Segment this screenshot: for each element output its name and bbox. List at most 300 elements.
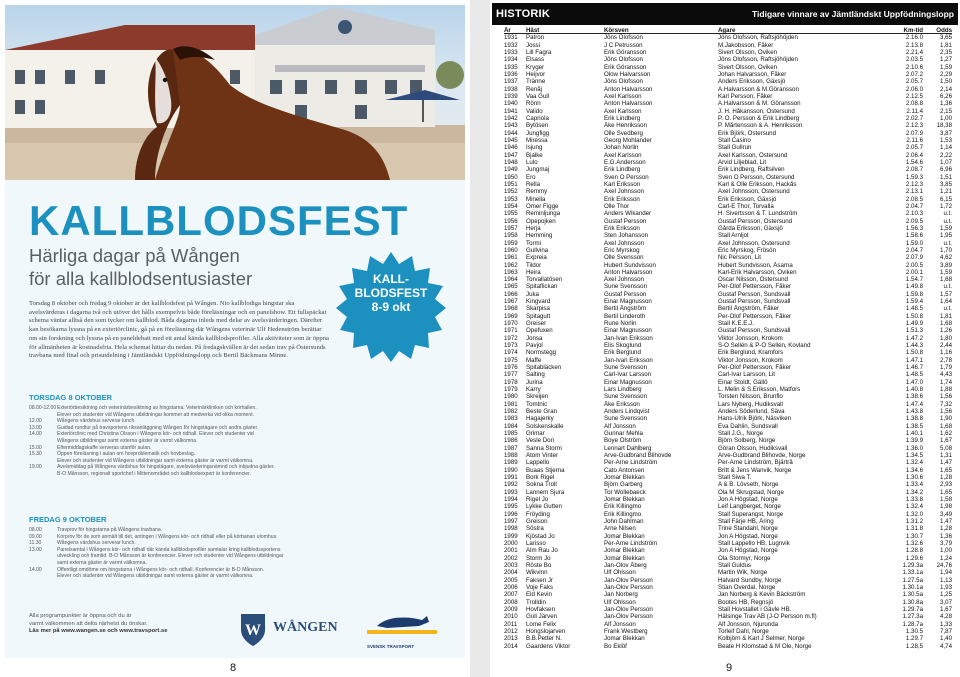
cell-owner: Arve-Gudbrand Blihovde, Norge — [718, 452, 806, 460]
cell-odds: 1,70 — [940, 246, 952, 254]
cell-odds: 1,33 — [940, 620, 952, 628]
cell-driver: Jan-Olov Åberg — [604, 561, 647, 569]
cell-driver: E.G.Andersson — [604, 158, 646, 166]
cell-owner: Beate H Klomstad & M Ole, Norge — [718, 642, 812, 650]
cell-odds: 1,27 — [940, 56, 952, 64]
cell-horse: Jonsa — [526, 334, 543, 342]
svg-text:W: W — [245, 622, 261, 639]
cell-horse: Spitaflickan — [526, 283, 558, 291]
cell-kmtime: 2.12.5 — [905, 92, 923, 100]
cell-year: 1953 — [504, 195, 518, 203]
cell-kmtime: 2.11.4 — [906, 107, 923, 115]
cell-year: 1960 — [504, 246, 518, 254]
cell-driver: Jöns Olofsson — [604, 78, 643, 86]
cell-owner: Stall Hovstallet i Gävle HB. — [718, 605, 792, 613]
cell-odds: 1,72 — [940, 202, 952, 210]
table-row — [504, 635, 952, 642]
cell-year: 1950 — [504, 173, 518, 181]
schedule-description: Wångens utbildningar samt externa gäster är varmt välkomna. — [57, 437, 198, 444]
cell-owner: Karl-Erik Halvarsson, Oviken — [718, 268, 797, 276]
cell-kmtime: 1.48.5 — [905, 371, 923, 379]
table-row — [504, 130, 952, 137]
cell-year: 2001 — [504, 547, 518, 555]
cell-kmtime: 1.39.9 — [905, 437, 923, 445]
thursday-heading: TORSDAG 8 OKTOBER — [29, 393, 113, 402]
cell-owner: Carl-E Thor, Torvalla — [718, 202, 774, 210]
cell-kmtime: 2.00.1 — [905, 268, 923, 276]
cell-horse: Jurina — [526, 378, 543, 386]
cell-horse: Herja — [526, 224, 541, 232]
cell-owner: Jon A Högstad, Norge — [718, 496, 778, 503]
cell-kmtime: 2.05.7 — [905, 144, 923, 152]
schedule-description: Elever och studenter vid Wångens utbildningar samt externa gäster är varmt välkomna. — [57, 573, 254, 580]
cell-horse: Skarpisa — [526, 305, 550, 313]
cell-year: 1940 — [504, 100, 518, 108]
cell-owner: Jöns Olofsson, Raftsjöhöjden — [718, 56, 798, 64]
table-row — [504, 503, 952, 510]
schedule-time: 08.00 — [29, 527, 42, 533]
cell-owner: Eva Dahlin, Sundsvall — [718, 422, 778, 430]
cell-horse: Faksen Jr — [526, 576, 553, 584]
cell-driver: Jöns Olofsson — [604, 56, 643, 64]
col-header-driver: Körsven — [604, 27, 629, 34]
cell-year: 2012 — [504, 627, 518, 635]
cell-odds: 1,26 — [940, 327, 952, 335]
cell-driver: Åke Eriksson — [604, 400, 640, 408]
cell-owner: H. Sivertsson & T. Lundström — [718, 210, 798, 218]
cell-kmtime: 2.08.8 — [905, 100, 923, 108]
cell-driver: Björn Garberg — [604, 481, 643, 489]
schedule-item — [29, 464, 329, 471]
table-row — [504, 474, 952, 481]
cell-driver: Sune Svensson — [604, 393, 648, 401]
cell-driver: Gunnar Mehla — [604, 430, 643, 438]
history-label: HISTORIK — [496, 8, 550, 20]
cell-owner: Stall K.E.E.J. — [718, 320, 754, 328]
cell-year: 1938 — [504, 85, 518, 93]
cell-horse: Sanna Storm — [526, 444, 562, 452]
cell-odds: 1,79 — [940, 364, 952, 372]
cell-driver: Bo Eklöf — [604, 642, 627, 650]
cell-kmtime: 1.29.6 — [905, 554, 923, 562]
table-row — [504, 203, 952, 210]
table-row — [504, 196, 952, 203]
history-subtitle: Tidigare vinnare av Jämtländskt Uppfödningslopp — [752, 9, 954, 19]
cell-horse: Röste Bo — [526, 561, 552, 569]
table-row — [504, 320, 952, 327]
table-row — [504, 108, 952, 115]
cell-horse: Minella — [526, 195, 546, 203]
table-row — [504, 628, 952, 635]
cell-driver: Jan Norberg — [604, 591, 638, 599]
cell-owner: Per-Olof Pettersson, Fåker — [718, 312, 792, 320]
table-row — [504, 584, 952, 591]
cell-horse: Tildor — [526, 261, 542, 269]
cell-odds: 1,93 — [940, 583, 952, 591]
cell-year: 1991 — [504, 474, 518, 482]
cell-owner: A & B. Lövseth, Norge — [718, 481, 779, 489]
cell-year: 1980 — [504, 393, 518, 401]
cell-horse: Elsass — [526, 56, 545, 64]
cell-kmtime: 1.32.4 — [905, 503, 923, 511]
cell-year: 2004 — [504, 569, 518, 577]
cell-year: 1943 — [504, 122, 518, 130]
cell-year: 1965 — [504, 283, 518, 291]
cell-year: 1948 — [504, 158, 518, 166]
cell-owner: Torleif Dahl, Norge — [718, 627, 769, 635]
cell-owner: Sivert Olsson, Oviken — [718, 63, 778, 71]
schedule-item — [29, 438, 329, 445]
cell-driver: Jöns Olofsson — [604, 34, 643, 42]
cell-driver: Erik Eriksson — [604, 224, 640, 232]
cell-owner: Carl-Ivar Larsson, Lit — [718, 371, 775, 379]
cell-driver: Gustaf Persson — [604, 217, 647, 225]
schedule-time: 13.00 — [29, 424, 42, 431]
cell-kmtime: 1.30.6 — [905, 474, 923, 482]
cell-year: 1987 — [504, 444, 518, 452]
schedule-item — [29, 418, 329, 425]
cell-kmtime: 1.34.5 — [905, 452, 923, 460]
cell-kmtime: 2.06.4 — [905, 151, 923, 159]
schedule-item — [29, 553, 329, 560]
cell-horse: Rönn — [526, 100, 541, 108]
cell-horse: Opepojken — [526, 217, 556, 225]
schedule-time: 15.00 — [29, 444, 42, 451]
cell-driver: Erik Killingmo — [604, 503, 642, 511]
table-row — [504, 606, 952, 613]
cell-kmtime: 2.09.5 — [905, 217, 923, 225]
cell-horse: Solskenskalle — [526, 422, 564, 430]
table-row — [504, 599, 952, 606]
cell-odds: 1,59 — [940, 268, 952, 276]
schedule-description: Panelsamtal i Wångens kör- och ridhall där kända kallblodsprofiler samtalar kring kallblodssportens — [57, 546, 281, 553]
table-row — [504, 42, 952, 49]
cell-odds: 3,65 — [940, 34, 952, 42]
cell-owner: Sivert Olsson, Oviken — [718, 48, 778, 56]
table-row — [504, 379, 952, 386]
schedule-time — [29, 458, 57, 465]
cell-horse: Vesle Don — [526, 437, 554, 445]
cell-kmtime: 1.47.4 — [905, 400, 923, 408]
cell-driver: Hubert Sundvisson — [604, 261, 656, 269]
cell-kmtime: 1.30.1a — [902, 583, 923, 591]
schedule-time: 13.00 — [29, 546, 42, 553]
travsport-wordmark: SVENSK TRAVSPORT — [367, 644, 415, 649]
table-row — [504, 525, 952, 532]
cell-kmtime: 2.12.3 — [905, 180, 923, 188]
table-row — [504, 137, 952, 144]
cell-kmtime: 1.30.8a — [902, 598, 923, 606]
cell-year: 1941 — [504, 107, 518, 115]
page-number-left: 8 — [230, 662, 237, 674]
cell-driver: Lars Lindberg — [604, 386, 642, 394]
cell-horse: Juka — [526, 290, 539, 298]
cell-owner: Gustaf Persson, Östersund — [718, 217, 793, 225]
table-row — [504, 100, 952, 107]
cell-horse: Patron — [526, 34, 545, 42]
cell-driver: Einar Magnusson — [604, 378, 652, 386]
cell-year: 1972 — [504, 334, 518, 342]
schedule-time: 15.30 — [29, 451, 42, 458]
cell-odds: 2,44 — [940, 342, 952, 350]
cell-odds: 1,62 — [940, 430, 952, 438]
cell-kmtime: 1.28,5 — [905, 642, 923, 650]
cell-odds: 6,26 — [940, 92, 952, 100]
cell-owner: Arvid Liljeblad, Lit — [718, 158, 767, 166]
cell-odds: 1,28 — [940, 525, 952, 533]
cell-year: 1994 — [504, 496, 518, 503]
event-poster — [5, 180, 465, 658]
stable-horse-photo — [5, 5, 465, 180]
cell-year: 2014 — [504, 642, 518, 650]
cell-kmtime: 1.48.5 — [905, 305, 923, 313]
table-row — [504, 386, 952, 393]
cell-odds: 1,67 — [940, 605, 952, 613]
cell-horse: Rigel Jo — [526, 496, 549, 503]
badge-line-2: BLODSFEST — [354, 286, 428, 300]
cell-kmtime: 1.27.3a — [902, 613, 923, 621]
cell-odds: 2,22 — [940, 151, 952, 159]
cell-owner: Stall Casino — [718, 136, 751, 144]
cell-horse: Sokna Troll — [526, 481, 557, 489]
cell-kmtime: 1.40.1 — [905, 430, 923, 438]
cell-owner: Stall Gullrun — [718, 144, 752, 152]
cell-odds: 1,94 — [940, 569, 952, 577]
cell-odds: 1,68 — [940, 422, 952, 430]
cell-odds: 1,88 — [940, 386, 952, 394]
cell-driver: Erik Lindberg — [604, 166, 641, 174]
cell-odds: 1,50 — [940, 78, 952, 86]
cell-driver: Einar Magnusson — [604, 298, 652, 306]
cell-odds: u.t. — [943, 283, 952, 291]
cell-driver: Axel Johnsson — [604, 239, 644, 247]
cell-driver: Gustaf Persson — [604, 290, 647, 298]
cell-driver: Boye Ölström — [604, 437, 642, 445]
table-row — [504, 262, 952, 269]
table-row — [504, 562, 952, 569]
cell-year: 1990 — [504, 466, 518, 474]
cell-owner: Anders Eriksson, Gäxsjö — [718, 78, 786, 86]
cell-horse: Hovfaksen — [526, 605, 556, 613]
photo-illustration — [5, 5, 465, 180]
col-header-kmtime: Km-tid — [903, 27, 923, 34]
cell-horse: Voje Faks — [526, 583, 553, 591]
cell-kmtime: 2.16.0 — [905, 34, 923, 42]
cell-kmtime: 2.08.5 — [905, 195, 923, 203]
table-row — [504, 467, 952, 474]
cell-horse: Greison — [526, 517, 548, 525]
cell-year: 1970 — [504, 320, 518, 328]
cell-owner: Oscar Nilsson, Östersund — [718, 276, 788, 284]
cell-kmtime: 2.06.0 — [905, 85, 923, 93]
cell-year: 1967 — [504, 298, 518, 306]
cell-year: 1993 — [504, 488, 518, 496]
cell-owner: Axel Johnsson, Östersund — [718, 188, 790, 196]
table-row — [504, 254, 952, 261]
cell-kmtime: 1.51.3 — [905, 327, 923, 335]
cell-owner: Trine Standahl, Norge — [718, 525, 778, 533]
cell-year: 2003 — [504, 561, 518, 569]
cell-year: 1937 — [504, 78, 518, 86]
cell-owner: Jon A Högstad, Norge — [718, 547, 778, 555]
cell-odds: 2,15 — [940, 107, 952, 115]
cell-year: 1936 — [504, 70, 518, 78]
cell-year: 1995 — [504, 503, 518, 511]
schedule-item — [29, 527, 329, 534]
cell-year: 2007 — [504, 591, 518, 599]
cell-kmtime: 2.00.5 — [905, 261, 923, 269]
cell-year: 1955 — [504, 210, 518, 218]
table-row — [504, 511, 952, 518]
cell-year: 1959 — [504, 239, 518, 247]
schedule-description: Eftermiddagskaffe serveras utanför aulan. — [57, 444, 152, 451]
cell-driver: Lennart Dahlberg — [604, 444, 652, 452]
cell-owner: Bertil Ångström, Fåker — [718, 305, 780, 313]
cell-year: 1978 — [504, 378, 518, 386]
table-row — [504, 298, 952, 305]
cell-horse: Lannem Sjura — [526, 488, 565, 496]
schedule-time: 14.00 — [29, 566, 42, 573]
cell-odds: 1,47 — [940, 517, 952, 525]
cell-driver: Johan Norlin — [604, 144, 639, 152]
cell-odds: 1,36 — [940, 532, 952, 540]
travsport-logo — [367, 612, 447, 648]
cell-odds: 1,25 — [940, 591, 952, 599]
cell-odds: 2,35 — [940, 48, 952, 56]
cell-horse: Maffe — [526, 356, 542, 364]
table-row — [504, 225, 952, 232]
cell-owner: Karl & Olle Eriksson, Hackås — [718, 180, 797, 188]
cell-odds: 1,16 — [940, 349, 952, 357]
cell-odds: 1,90 — [940, 415, 952, 423]
table-row — [504, 591, 952, 598]
cell-odds: 3,87 — [940, 129, 952, 137]
cell-year: 2008 — [504, 598, 518, 606]
cell-kmtime: 1.31.2 — [905, 517, 923, 525]
cell-kmtime: 2.07.9 — [905, 129, 923, 137]
table-row — [504, 269, 952, 276]
cell-driver: Anton Halvarsson — [604, 268, 653, 276]
cell-driver: Erik Eriksson — [604, 195, 640, 203]
schedule-item — [29, 451, 329, 458]
cell-driver: Anders Lindqvist — [604, 408, 650, 416]
cell-kmtime: 2.11.6 — [906, 136, 923, 144]
table-row — [504, 518, 952, 525]
schedule-item — [29, 560, 329, 567]
cell-kmtime: 1.50.8 — [905, 312, 923, 320]
schedule-description: Elever och studenter vid Wångens utbildningar samt externa gäster är varmt välkomna. — [57, 457, 254, 464]
cell-kmtime: 2.10.3 — [905, 210, 923, 218]
cell-owner: Axel Johnsson, Östersund — [718, 239, 790, 247]
cell-horse: Remmy — [526, 188, 548, 196]
cell-year: 1977 — [504, 371, 518, 379]
cell-owner: J. H. Håkansson, Östersund — [718, 107, 795, 115]
table-row — [504, 459, 952, 466]
intro-paragraph: Torsdag 8 oktober och fredag 9 oktober är det kallblodsfest på Wången. Nio kallblodiga hingstar ska avelsvärderas i dagarna två och utöver det hålls exempelvis både föreläsningar och en panelshow. Ett fullspäckat schema väntar alltså den som tycker om kallblod. Båda dagarna inleds med delar av avelsvärderingen. Därefter kan besökarna lyssna på en exteriörclinic, gå på en föreläsning där Wångens veterinär Ulf Hedenström berättar om sin forskning och lyssna på en paneldebatt med ett antal kända kallblodsprofiler. Alla aktiviteter som är öppna för allmänheten är kostnadsfria. Hela schemat hittar du nedan. På fredagskvällen är det sedan trav på Östersunds travbana med final och prisutdelning i Jämtländskt Uppfödningslopp och Bertil Bäckmans Minne. — [29, 300, 329, 360]
cell-kmtime: 1.30.5a — [902, 591, 923, 599]
schedule-time — [29, 573, 57, 580]
table-row — [504, 49, 952, 56]
cell-kmtime: 1.38.8 — [905, 415, 923, 423]
cell-horse: Vaa Gull — [526, 92, 550, 100]
schedule-time: 19.00 — [29, 464, 42, 471]
cell-horse: Valido — [526, 107, 543, 115]
table-row — [504, 481, 952, 488]
cell-year: 1998 — [504, 525, 518, 533]
cell-driver: Sten Johansson — [604, 232, 649, 240]
cell-driver: Rune Norlin — [604, 320, 637, 328]
cell-owner: Björn Solberg, Norge — [718, 437, 776, 445]
cell-driver: Jan-Ivan Eriksson — [604, 356, 653, 364]
cell-horse: Lulo — [526, 158, 538, 166]
cell-horse: Lome Felix — [526, 620, 557, 628]
table-row — [504, 452, 952, 459]
cell-kmtime: 1.49.9 — [905, 320, 923, 328]
cell-driver: Erik Göransson — [604, 48, 647, 56]
cell-kmtime: 1.33.1a — [902, 569, 923, 577]
cell-odds: 4,43 — [940, 371, 952, 379]
cell-owner: Stall Lappello HB, Lugnvik — [718, 539, 790, 547]
cell-year: 1968 — [504, 305, 518, 313]
cell-owner: P. O. Persson & Erik Lindberg — [718, 114, 800, 122]
cell-owner: L. Melin & S.Eriksson, Matfors — [718, 386, 801, 394]
cell-kmtime: 2.21.4 — [905, 48, 923, 56]
cell-horse: Hagajerky — [526, 415, 554, 423]
cell-horse: Rella — [526, 180, 540, 188]
cell-year: 1945 — [504, 136, 518, 144]
table-row — [504, 159, 952, 166]
winners-table — [504, 27, 952, 650]
cell-odds: 1,00 — [940, 547, 952, 555]
left-page — [0, 0, 470, 677]
page-number-right: 9 — [726, 662, 733, 674]
table-row — [504, 327, 952, 334]
cell-year: 1954 — [504, 202, 518, 210]
cell-odds: 1,74 — [940, 378, 952, 386]
cell-kmtime: 2.08.7 — [905, 166, 923, 174]
cell-year: 1999 — [504, 532, 518, 540]
cell-horse: Greiser — [526, 320, 547, 328]
cell-year: 1985 — [504, 430, 518, 438]
cell-horse: Tränne — [526, 78, 546, 86]
cell-year: 1964 — [504, 276, 518, 284]
cell-horse: Tormi — [526, 239, 542, 247]
cell-horse: Miressa — [526, 136, 548, 144]
cell-driver: Carl-Ivar Larsson — [604, 371, 652, 379]
table-row — [504, 174, 952, 181]
cell-kmtime: 2.13.8 — [905, 41, 923, 49]
cell-year: 1961 — [504, 254, 518, 262]
cell-odds: 1,07 — [940, 158, 952, 166]
cell-kmtime: 1.28.7a — [902, 620, 923, 628]
cell-driver: Erik Lindberg — [604, 114, 641, 122]
cell-horse: Skreijen — [526, 393, 549, 401]
cell-odds: 1,36 — [940, 100, 952, 108]
cell-driver: Per-Arne Lindström — [604, 459, 658, 467]
cell-kmtime: 1.32.4 — [905, 459, 923, 467]
cell-year: 1947 — [504, 151, 518, 159]
cell-odds: 3,89 — [940, 261, 952, 269]
cell-year: 2006 — [504, 583, 518, 591]
schedule-time — [29, 438, 57, 445]
cell-year: 1983 — [504, 415, 518, 423]
cell-year: 1997 — [504, 517, 518, 525]
cell-odds: 7,87 — [940, 627, 952, 635]
cell-kmtime: 2.13.1 — [905, 188, 923, 196]
cell-owner: Hans-Ulrik Björk, Näsviken — [718, 415, 792, 423]
cell-odds: 1,24 — [940, 554, 952, 562]
cell-kmtime: 2.07.2 — [905, 70, 923, 78]
